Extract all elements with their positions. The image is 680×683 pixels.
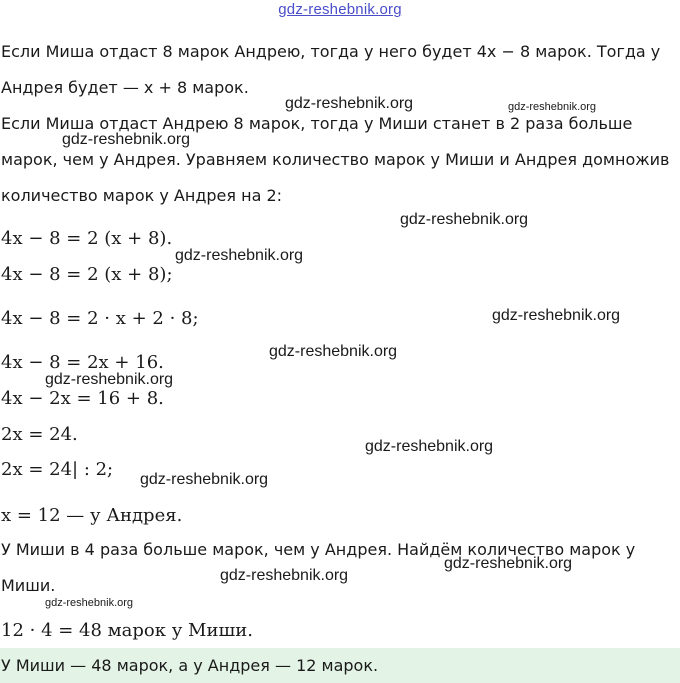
text-line-1: Если Миша отдаст 8 марок Андрею, тогда у него будет 4x − 8 марок. Тогда у xyxy=(1,42,661,61)
watermark: gdz-reshebnik.org xyxy=(45,371,174,388)
watermark: gdz-reshebnik.org xyxy=(492,307,621,324)
text-line-5: количество марок у Андрея на 2: xyxy=(1,186,283,205)
equation-6: 2x = 24. xyxy=(1,424,78,445)
text-line-6: У Миши в 4 раза больше марок, чем у Андрея. Найдём количество марок у xyxy=(1,540,636,559)
text-line-2: Андрея будет — x + 8 марок. xyxy=(1,78,249,97)
watermark: gdz-reshebnik.org xyxy=(400,211,529,228)
text-line-4: марок, чем у Андрея. Уравняем количество марок у Миши и Андрея домножив xyxy=(1,150,670,169)
final-answer: У Миши — 48 марок, а у Андрея — 12 марок. xyxy=(1,656,379,675)
equation-7: 2x = 24| : 2; xyxy=(1,459,114,480)
equation-9: 12 · 4 = 48 марок у Миши. xyxy=(1,620,253,641)
equation-8: x = 12 — у Андрея. xyxy=(1,505,183,526)
site-header-link[interactable]: gdz-reshebnik.org xyxy=(278,1,402,18)
watermark: gdz-reshebnik.org xyxy=(62,131,191,148)
watermark: gdz-reshebnik.org xyxy=(444,555,573,572)
equation-5: 4x − 2x = 16 + 8. xyxy=(1,388,164,409)
watermark: gdz-reshebnik.org xyxy=(269,343,398,360)
equation-3: 4x − 8 = 2 · x + 2 · 8; xyxy=(1,308,199,329)
equation-2: 4x − 8 = 2 (x + 8); xyxy=(1,264,173,285)
equation-1: 4x − 8 = 2 (x + 8). xyxy=(1,228,173,249)
equation-4: 4x − 8 = 2x + 16. xyxy=(1,352,164,373)
watermark-hidden: gdz-reshebnik.org xyxy=(540,667,549,668)
watermark: gdz-reshebnik.org xyxy=(220,567,349,584)
watermark: gdz-reshebnik.org xyxy=(140,471,269,488)
watermark: gdz-reshebnik.org xyxy=(508,101,597,113)
watermark: gdz-reshebnik.org xyxy=(45,597,134,609)
watermark: gdz-reshebnik.org xyxy=(365,438,494,455)
watermark: gdz-reshebnik.org xyxy=(175,247,304,264)
text-line-7: Миши. xyxy=(1,576,56,595)
text-line-3: Если Миша отдаст Андрею 8 марок, тогда у Миши станет в 2 раза больше xyxy=(1,114,633,133)
watermark: gdz-reshebnik.org xyxy=(285,95,414,112)
